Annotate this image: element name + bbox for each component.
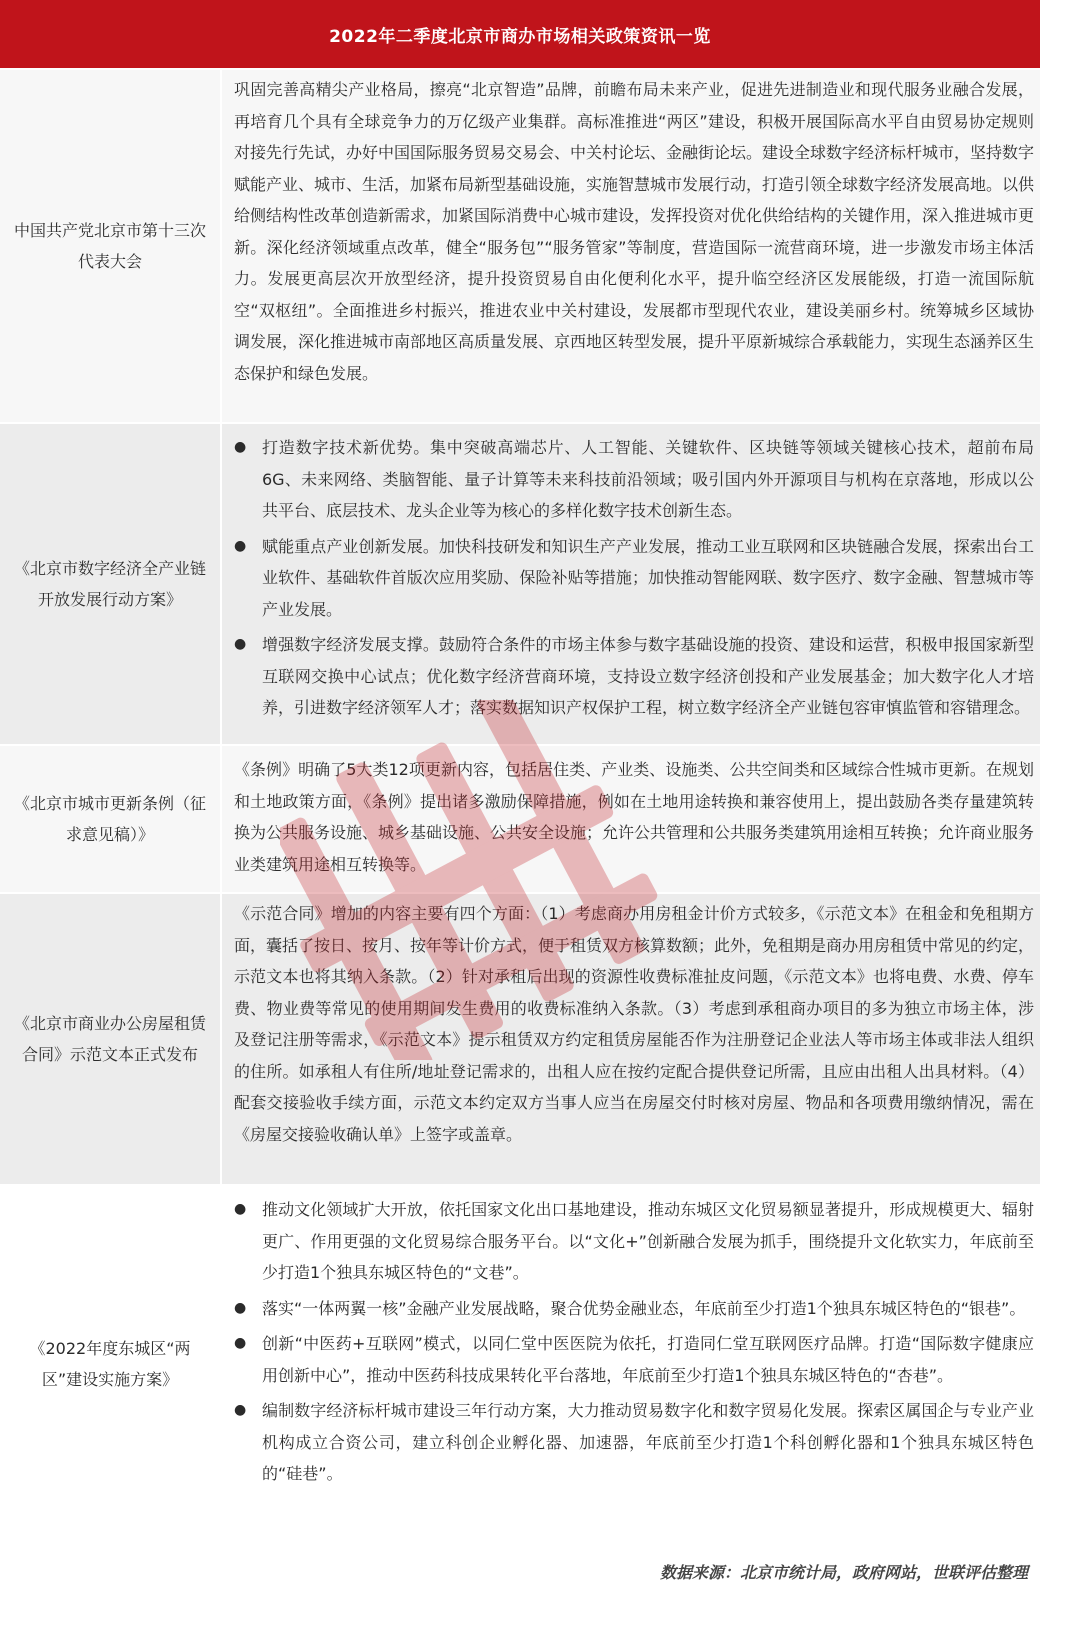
bullet-dot-icon: ● <box>234 1402 247 1418</box>
bullet-dot-icon: ● <box>234 1335 247 1351</box>
list-item: ● 编制数字经济标杆城市建设三年行动方案，大力推动贸易数字化和数字贸易化发展。探索区属国企与专业产业机构成立合资公司，建立科创企业孵化器、加速器，年底前至少打造1个科创孵化器和1个独具东城区特色的“硅巷”。 <box>234 1395 1034 1490</box>
bullet-dot-icon: ● <box>234 537 247 554</box>
table-row <box>0 892 1040 1184</box>
row-policy-name: 中国共产党北京市第十三次代表大会 <box>0 70 222 422</box>
list-item: ● 创新“中医药+互联网”模式，以同仁堂中医医院为依托，打造同仁堂互联网医疗品牌。打造“国际数字健康应用创新中心”，推动中医药科技成果转化平台落地，年底前至少打造1个独具东城区特色的“杏巷”。 <box>234 1328 1034 1391</box>
list-item: ● 赋能重点产业创新发展。加快科技研发和知识生产产业发展，推动工业互联网和区块链融合发展，探索出台工业软件、基础软件首版次应用奖励、保险补贴等措施；加快推动智能网联、数字医疗、数字金融、智慧城市等产业发展。 <box>234 531 1034 626</box>
table-row <box>0 1184 1040 1542</box>
table-row <box>0 744 1040 892</box>
data-source-note: 数据来源：北京市统计局，政府网站，世联评估整理 <box>659 1563 1028 1582</box>
row-policy-content <box>222 424 1040 744</box>
row-policy-name: 《北京市商业办公房屋租赁合同》示范文本正式发布 <box>0 894 222 1184</box>
row-policy-content <box>222 1186 1040 1542</box>
row-policy-content: 巩固完善高精尖产业格局，擦亮“北京智造”品牌，前瞻布局未来产业，促进先进制造业和现代服务业融合发展，再培育几个具有全球竞争力的万亿级产业集群。高标准推进“两区”建设，积极开展国际高水平自由贸易协定规则对接先行先试，办好中国国际服务贸易交易会、中关村论坛、金融街论坛。建设全球数字经济标杆城市，坚持数字赋能产业、城市、生活，加紧布局新型基础设施，实施智慧城市发展行动，打造引领全球数字经济发展高地。以供给侧结构性改革创造新需求，加紧国际消费中心城市建设，发挥投资对优化供给结构的关键作用，深入推进城市更新。深化经济领域重点改革，健全“服务包”“服务管家”等制度，营造国际一流营商环境，进一步激发市场主体活力。发展更高层次开放型经济，提升投资贸易自由化便利化水平，提升临空经济区发展能级，打造一流国际航空“双枢纽”。全面推进乡村振兴，推进农业中关村建设，发展都市型现代农业，建设美丽乡村。统筹城乡区域协调发展，深化推进城市南部地区高质量发展、京西地区转型发展，提升平原新城综合承载能力，实现生态涵养区生态保护和绿色发展。 <box>222 70 1040 422</box>
bullet-dot-icon: ● <box>234 636 247 652</box>
list-item: ● 落实“一体两翼一核”金融产业发展战略，聚合优势金融业态，年底前至少打造1个独具东城区特色的“银巷”。 <box>234 1293 1034 1325</box>
list-item: ● 增强数字经济发展支撑。鼓励符合条件的市场主体参与数字基础设施的投资、建设和运营，积极申报国家新型互联网交换中心试点；优化数字经济营商环境，支持设立数字经济创投和产业发展基金；加大数字化人才培养，引进数字经济领军人才；落实数据知识产权保护工程，树立数字经济全产业链包容审慎监管和容错理念。 <box>234 629 1034 724</box>
row-policy-name: 《2022年度东城区“两区”建设实施方案》 <box>0 1186 222 1542</box>
row-policy-name: 《北京市城市更新条例（征求意见稿）》 <box>0 746 222 892</box>
row-policy-content: 《示范合同》增加的内容主要有四个方面：（1）考虑商办用房租金计价方式较多，《示范文本》在租金和免租期方面，囊括了按日、按月、按年等计价方式，便于租赁双方核算数额；此外，免租期是商办用房租赁中常见的约定，示范文本也将其纳入条款。（2）针对承租后出现的资源性收费标准扯皮问题，《示范文本》也将电费、水费、停车费、物业费等常见的使用期间发生费用的收费标准纳入条款。（3）考虑到承租商办项目的多为独立市场主体，涉及登记注册等需求，《示范文本》提示租赁双方约定租赁房屋能否作为注册登记企业法人等市场主体或非法人组织的住所。如承租人有住所/地址登记需求的，出租人应在按约定配合提供登记所需，且应由出租人出具材料。（4）配套交接验收手续方面，示范文本约定双方当事人应当在房屋交付时核对房屋、物品和各项费用缴纳情况，需在《房屋交接验收确认单》上签字或盖章。 <box>222 894 1040 1184</box>
bullet-dot-icon: ● <box>234 439 247 455</box>
list-item: ● 推动文化领域扩大开放，依托国家文化出口基地建设，推动东城区文化贸易额显著提升，形成规模更大、辐射更广、作用更强的文化贸易综合服务平台。以“文化+”创新融合发展为抓手，围绕提升文化软实力，年底前至少打造1个独具东城区特色的“文巷”。 <box>234 1194 1034 1289</box>
table-row <box>0 68 1040 422</box>
table-title: 2022年二季度北京市商办市场相关政策资讯一览 <box>0 0 1040 68</box>
table-row <box>0 422 1040 744</box>
list-item: ● 打造数字技术新优势。集中突破高端芯片、人工智能、关键软件、区块链等领域关键核心技术，超前布局6G、未来网络、类脑智能、量子计算等未来科技前沿领域；吸引国内外开源项目与机构在京落地，形成以公共平台、底层技术、龙头企业等为核心的多样化数字技术创新生态。 <box>234 432 1034 527</box>
bullet-dot-icon: ● <box>234 1299 247 1316</box>
row-policy-content: 《条例》明确了5大类12项更新内容，包括居住类、产业类、设施类、公共空间类和区域综合性城市更新。在规划和土地政策方面，《条例》提出诸多激励保障措施，例如在土地用途转换和兼容使用上，提出鼓励各类存量建筑转换为公共服务设施、城乡基础设施、公共安全设施；允许公共管理和公共服务类建筑用途相互转换；允许商业服务业类建筑用途相互转换等。 <box>222 746 1040 892</box>
row-policy-name: 《北京市数字经济全产业链开放发展行动方案》 <box>0 424 222 744</box>
bullet-dot-icon: ● <box>234 1201 247 1217</box>
